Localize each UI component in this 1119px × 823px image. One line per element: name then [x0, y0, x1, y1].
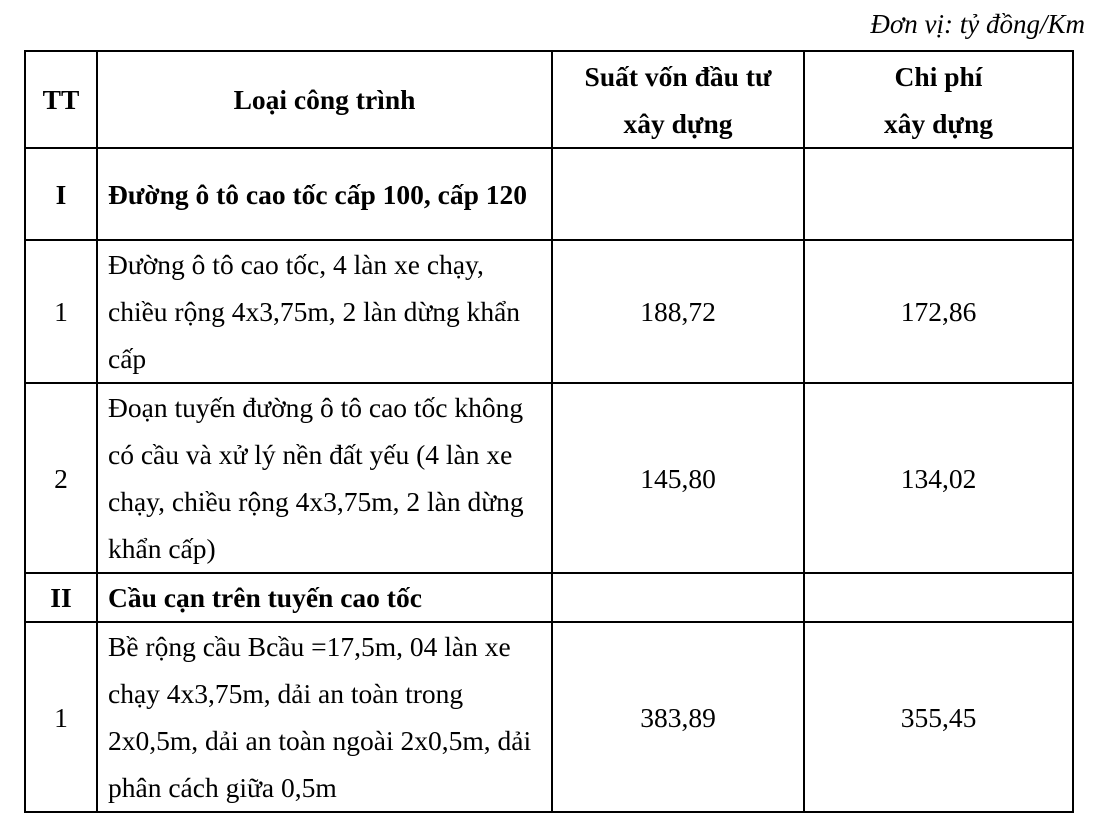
- row-investment: 383,89: [552, 622, 804, 812]
- table-row: [25, 240, 1073, 383]
- row-tt: 1: [25, 622, 97, 812]
- row-cost: 355,45: [804, 622, 1073, 812]
- section-row: [25, 573, 1073, 622]
- section-investment-empty: [552, 573, 804, 622]
- section-investment-empty: [552, 148, 804, 240]
- section-tt: I: [25, 148, 97, 240]
- header-investment-line2: xây dựng: [623, 107, 733, 139]
- row-name: Bề rộng cầu Bcầu =17,5m, 04 làn xe chạy 4x3,75m, dải an toàn trong 2x0,5m, dải an toàn ngoài 2x0,5m, dải phân cách giữa 0,5m: [97, 622, 552, 812]
- section-cost-empty: [804, 148, 1073, 240]
- header-cost-line1: Chi phí: [894, 60, 983, 92]
- header-investment-line1: Suất vốn đầu tư: [584, 60, 772, 92]
- section-row: [25, 148, 1073, 240]
- section-cost-empty: [804, 573, 1073, 622]
- section-tt: II: [25, 573, 97, 622]
- row-cost: 172,86: [804, 240, 1073, 383]
- investment-table: [24, 50, 1074, 813]
- row-investment: 188,72: [552, 240, 804, 383]
- row-tt: 2: [25, 383, 97, 573]
- row-cost: 134,02: [804, 383, 1073, 573]
- header-tt: TT: [25, 51, 97, 148]
- row-name: Đường ô tô cao tốc, 4 làn xe chạy, chiều rộng 4x3,75m, 2 làn dừng khẩn cấp: [97, 240, 552, 383]
- unit-note: Đơn vị: tỷ đồng/Km: [870, 9, 1085, 39]
- row-investment: 145,80: [552, 383, 804, 573]
- header-investment: [552, 51, 804, 148]
- header-cost: [804, 51, 1073, 148]
- table-row: [25, 622, 1073, 812]
- table-row: [25, 383, 1073, 573]
- row-name: Đoạn tuyến đường ô tô cao tốc không có cầu và xử lý nền đất yếu (4 làn xe chạy, chiều rộng 4x3,75m, 2 làn dừng khẩn cấp): [97, 383, 552, 573]
- table-header-row: [25, 51, 1073, 148]
- header-type: Loại công trình: [97, 51, 552, 148]
- section-title: Cầu cạn trên tuyến cao tốc: [97, 573, 552, 622]
- section-title: Đường ô tô cao tốc cấp 100, cấp 120: [97, 148, 552, 240]
- row-tt: 1: [25, 240, 97, 383]
- header-cost-line2: xây dựng: [884, 107, 993, 139]
